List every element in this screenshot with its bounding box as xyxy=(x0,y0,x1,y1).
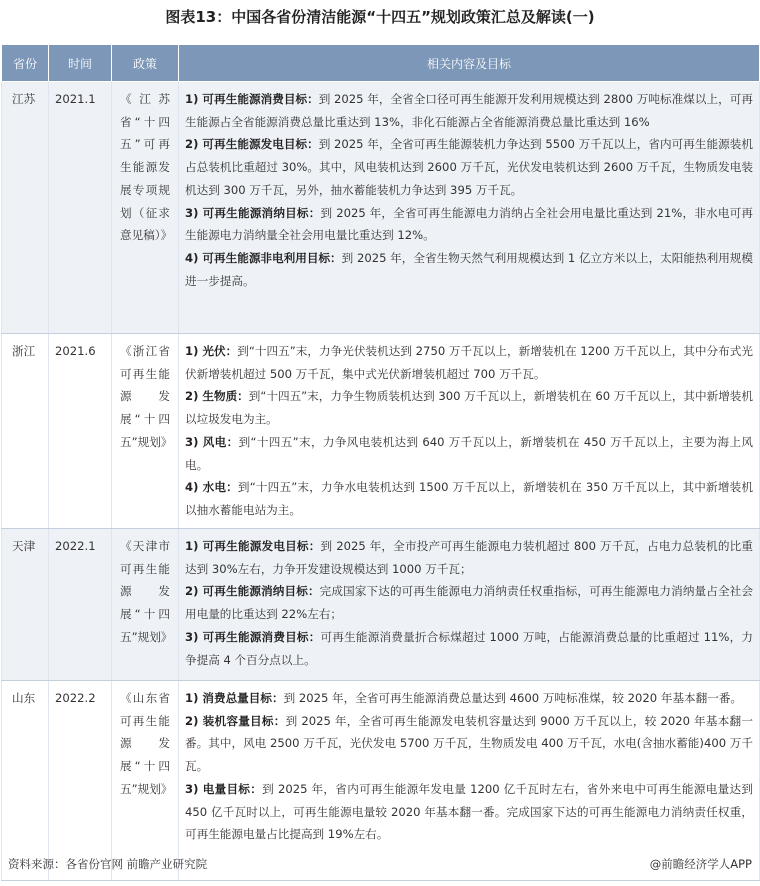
content-item: 2) 装机容量目标：到 2025 年，全省可再生能源发电装机容量达到 9000 万千瓦以上，较 2020 年基本翻一番。其中，风电 2500 万千瓦，光伏发电 5700 万千瓦，生物质发电 400 万千瓦，水电(含抽水蓄能)400 万千瓦。 xyxy=(185,713,753,774)
content-item: 3) 可再生能源消纳目标：到 2025 年，全省可再生能源电力消纳占全社会用电量比重达到 21%，非水电可再生能源电力消纳量全社会用电量比重达到 12%。 xyxy=(185,205,753,243)
policy-cell: 《江苏省“十四五”可再生能源发展专项规划（征求意见稿）》 xyxy=(112,82,179,334)
brand-credit: @前瞻经济学人APP xyxy=(649,857,752,871)
source-note: 资料来源：各省份官网 前瞻产业研究院 xyxy=(8,857,208,871)
figure-title: 图表13：中国各省份清洁能源“十四五”规划政策汇总及解读(一) xyxy=(165,8,595,26)
header-policy: 政策 xyxy=(112,45,179,82)
content-cell xyxy=(179,529,760,681)
table-row xyxy=(2,334,760,529)
time-cell: 2021.1 xyxy=(49,82,112,334)
header-time: 时间 xyxy=(49,45,112,82)
content-cell xyxy=(179,681,760,881)
policy-table xyxy=(1,44,760,881)
table-row xyxy=(2,681,760,881)
content-item: 2) 生物质：到“十四五”末，力争生物质装机达到 300 万千瓦以上，新增装机在 60 万千瓦以上，其中新增装机以垃圾发电为主。 xyxy=(185,389,753,427)
province-cell: 江苏 xyxy=(2,82,49,334)
content-item: 1) 光伏：到“十四五”末，力争光伏装机达到 2750 万千瓦以上，新增装机在 1200 万千瓦以上，其中分布式光伏新增装机超过 500 万千瓦，集中式光伏新增装机超过 700 万千瓦。 xyxy=(185,344,753,381)
province-cell: 浙江 xyxy=(2,334,49,529)
content-item: 3) 风电：到“十四五”末，力争风电装机达到 640 万千瓦以上，新增装机在 450 万千瓦以上，主要为海上风电。 xyxy=(185,434,753,472)
time-cell: 2022.1 xyxy=(49,529,112,681)
content-item: 2) 可再生能源消纳目标：完成国家下达的可再生能源电力消纳责任权重指标，可再生能源电力消纳量占全社会用电量的比重达到 22%左右； xyxy=(185,584,753,622)
content-item: 1) 可再生能源发电目标：到 2025 年，全市投产可再生能源电力装机超过 800 万千瓦，占电力总装机的比重达到 30%左右，力争开发建设规模达到 1000 万千瓦； xyxy=(185,539,753,576)
policy-cell: 《浙江省可再生能源发展“十四五”规划》 xyxy=(112,334,179,529)
time-cell: 2022.2 xyxy=(49,681,112,881)
content-item: 4) 水电：到“十四五”末，力争水电装机达到 1500 万千瓦以上，新增装机在 350 万千瓦以上，其中新增装机以抽水蓄能电站为主。 xyxy=(185,480,753,517)
policy-cell: 《天津市可再生能源发展“十四五”规划》 xyxy=(112,529,179,681)
content-item: 1) 消费总量目标：到 2025 年，全省可再生能源消费总量达到 4600 万吨标准煤，较 2020 年基本翻一番。 xyxy=(185,691,743,705)
header-content: 相关内容及目标 xyxy=(179,45,760,82)
province-cell: 天津 xyxy=(2,529,49,681)
table-row xyxy=(2,529,760,681)
content-cell xyxy=(179,82,760,334)
province-cell: 山东 xyxy=(2,681,49,881)
time-cell: 2021.6 xyxy=(49,334,112,529)
table-row xyxy=(2,82,760,334)
content-item: 4) 可再生能源非电利用目标：到 2025 年，全省生物天然气利用规模达到 1 亿立方米以上，太阳能热利用规模进一步提高。 xyxy=(185,250,753,288)
content-cell xyxy=(179,334,760,529)
header-province: 省份 xyxy=(2,45,49,82)
content-item: 1) 可再生能源消费目标：到 2025 年，全省全口径可再生能源开发利用规模达到 2800 万吨标准煤以上，可再生能源占全省能源消费总量比重达到 13%，非化石能源占全省能源消费总量比重达到 16% xyxy=(185,92,753,129)
content-item: 2) 可再生能源发电目标：到 2025 年，全省可再生能源装机力争达到 5500 万千瓦以上，省内可再生能源装机占总装机比重超过 30%。其中，风电装机达到 2600 万千瓦，光伏发电装机达到 2600 万千瓦，生物质发电装机达到 300 万千瓦，另外，抽水蓄能装机力争达到 395 万千瓦。 xyxy=(185,137,753,197)
footer xyxy=(8,856,752,876)
content-item: 3) 电量目标：到 2025 年，省内可再生能源年发电量 1200 亿千瓦时左右，省外来电中可再生能源电量达到 450 亿千瓦时以上，可再生能源电量较 2020 年基本翻一番。完成国家下达的可再生能源电力消纳责任权重，可再生能源电量占比提高到 19%左右。 xyxy=(185,781,753,842)
policy-cell: 《山东省可再生能源发展“十四五”规划》 xyxy=(112,681,179,881)
table-header-row xyxy=(2,45,760,82)
content-item: 3) 可再生能源消费目标：可再生能源消费量折合标煤超过 1000 万吨，占能源消费总量的比重超过 11%，力争提高 4 个百分点以上。 xyxy=(185,629,753,667)
